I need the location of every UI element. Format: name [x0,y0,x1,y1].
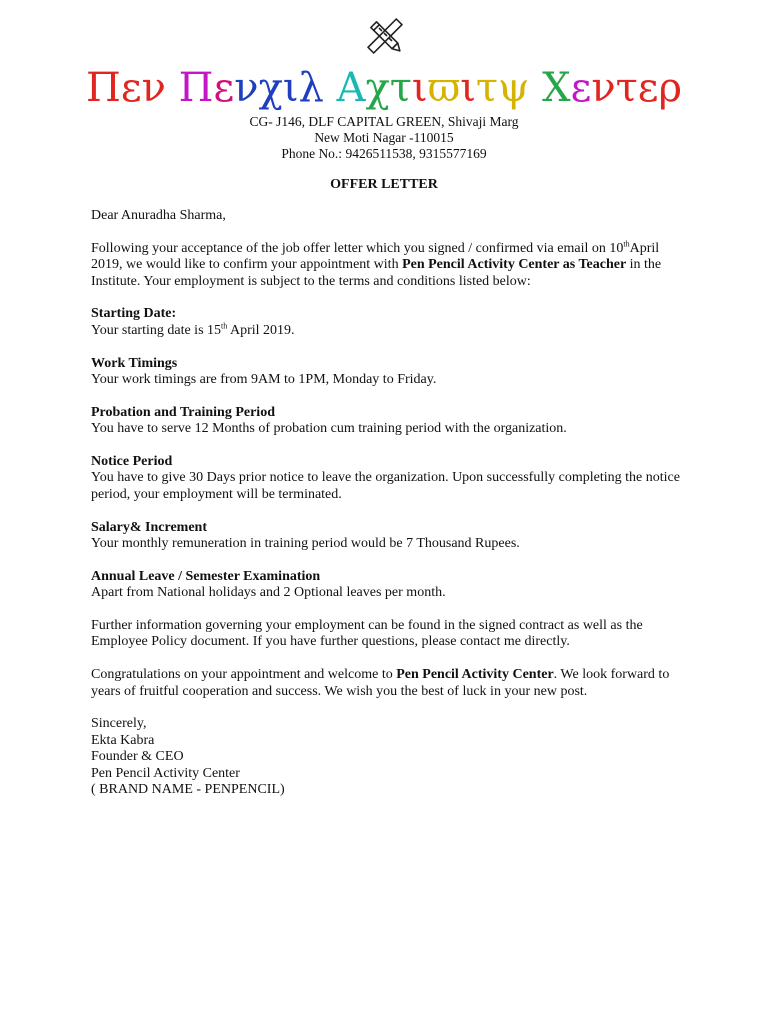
brand-letter: ε [637,65,659,111]
probation-text: You have to serve 12 Months of probation cum training period with the organization. [91,421,567,437]
work-timings-text: Your work timings are from 9AM to 1PM, Monday to Friday. [91,372,437,388]
brand-letter: ν [591,65,616,111]
document-title: OFFER LETTER [330,177,438,192]
brand-letter: ν [141,65,166,111]
brand-word [542,65,682,111]
brand-letter: Χ [542,65,571,111]
pencil-ruler-icon [363,14,407,58]
brand-name-note: ( BRAND NAME - PENPENCIL) [91,782,285,798]
brand-letter: Π [178,65,214,111]
probation-heading: Probation and Training Period [91,404,275,420]
salary-heading: Salary& Increment [91,519,207,535]
annual-leave-heading: Annual Leave / Semester Examination [91,568,321,584]
salary-text: Your monthly remuneration in training period would be 7 Thousand Rupees. [91,536,520,552]
annual-leave-text: Apart from National holidays and 2 Optional leaves per month. [91,585,446,601]
notice-period-text: You have to give 30 Days prior notice to leave the organization. Upon successfully completing the notice period, your employment will be terminated. [91,470,680,502]
signer-organization: Pen Pencil Activity Center [91,765,240,781]
brand-letter: τ [389,65,412,111]
brand-letter: ϖ [427,65,461,111]
phone-numbers: Phone No.: 9426511538, 9315577169 [281,146,487,161]
brand-letter: ε [213,65,235,111]
brand-letter: τ [475,65,499,111]
starting-date-text: Your starting date is 15th April 2019. [91,321,295,338]
salutation: Dear Anuradha Sharma, [91,208,226,223]
brand-letter: ν [234,65,259,111]
work-timings-heading: Work Timings [91,355,178,371]
starting-date-heading: Starting Date: [91,306,177,322]
brand-letter: ε [120,65,142,111]
signer-name: Ekta Kabra [91,732,155,748]
brand-letter: τ [615,65,638,111]
brand-letter: ι [282,65,299,111]
brand-letter: χ [365,65,390,111]
brand-letter: χ [258,65,283,111]
signer-title: Founder & CEO [91,749,184,765]
brand-letter: Α [336,65,366,111]
brand-name-heading [0,62,768,114]
further-info-paragraph: Further information governing your employment can be found in the signed contract as well as the Employee Policy document. If you have further questions, please contact me directly. [91,618,643,650]
brand-letter: Π [85,65,121,111]
brand-letter: ι [460,65,476,111]
brand-letter: λ [298,65,324,111]
intro-paragraph: Following your acceptance of the job offer letter which you signed / confirmed via email on 10thApril 2019, we would like to confirm your appointment with Pen Pencil Activity Center as Teacher in the Institute. Your employment is subject to the terms and conditions listed below: [91,239,662,289]
congratulations-paragraph: Congratulations on your appointment and welcome to Pen Pencil Activity Center. We look forward to years of fruitful cooperation and success. We wish you the best of luck in your new post. [91,667,670,699]
brand-word [337,65,530,111]
brand-word [179,65,324,111]
brand-letter: ε [570,65,592,111]
brand-letter: ψ [498,65,530,111]
brand-letter: ι [411,65,428,111]
letter-body [91,208,681,798]
brand-letter: ρ [658,65,683,111]
address-line-1: CG- J146, DLF CAPITAL GREEN, Shivaji Marg [249,114,519,129]
closing: Sincerely, [91,716,147,732]
address-line-2: New Moti Nagar -110015 [314,130,454,145]
brand-word [86,65,166,111]
notice-period-heading: Notice Period [91,454,173,470]
